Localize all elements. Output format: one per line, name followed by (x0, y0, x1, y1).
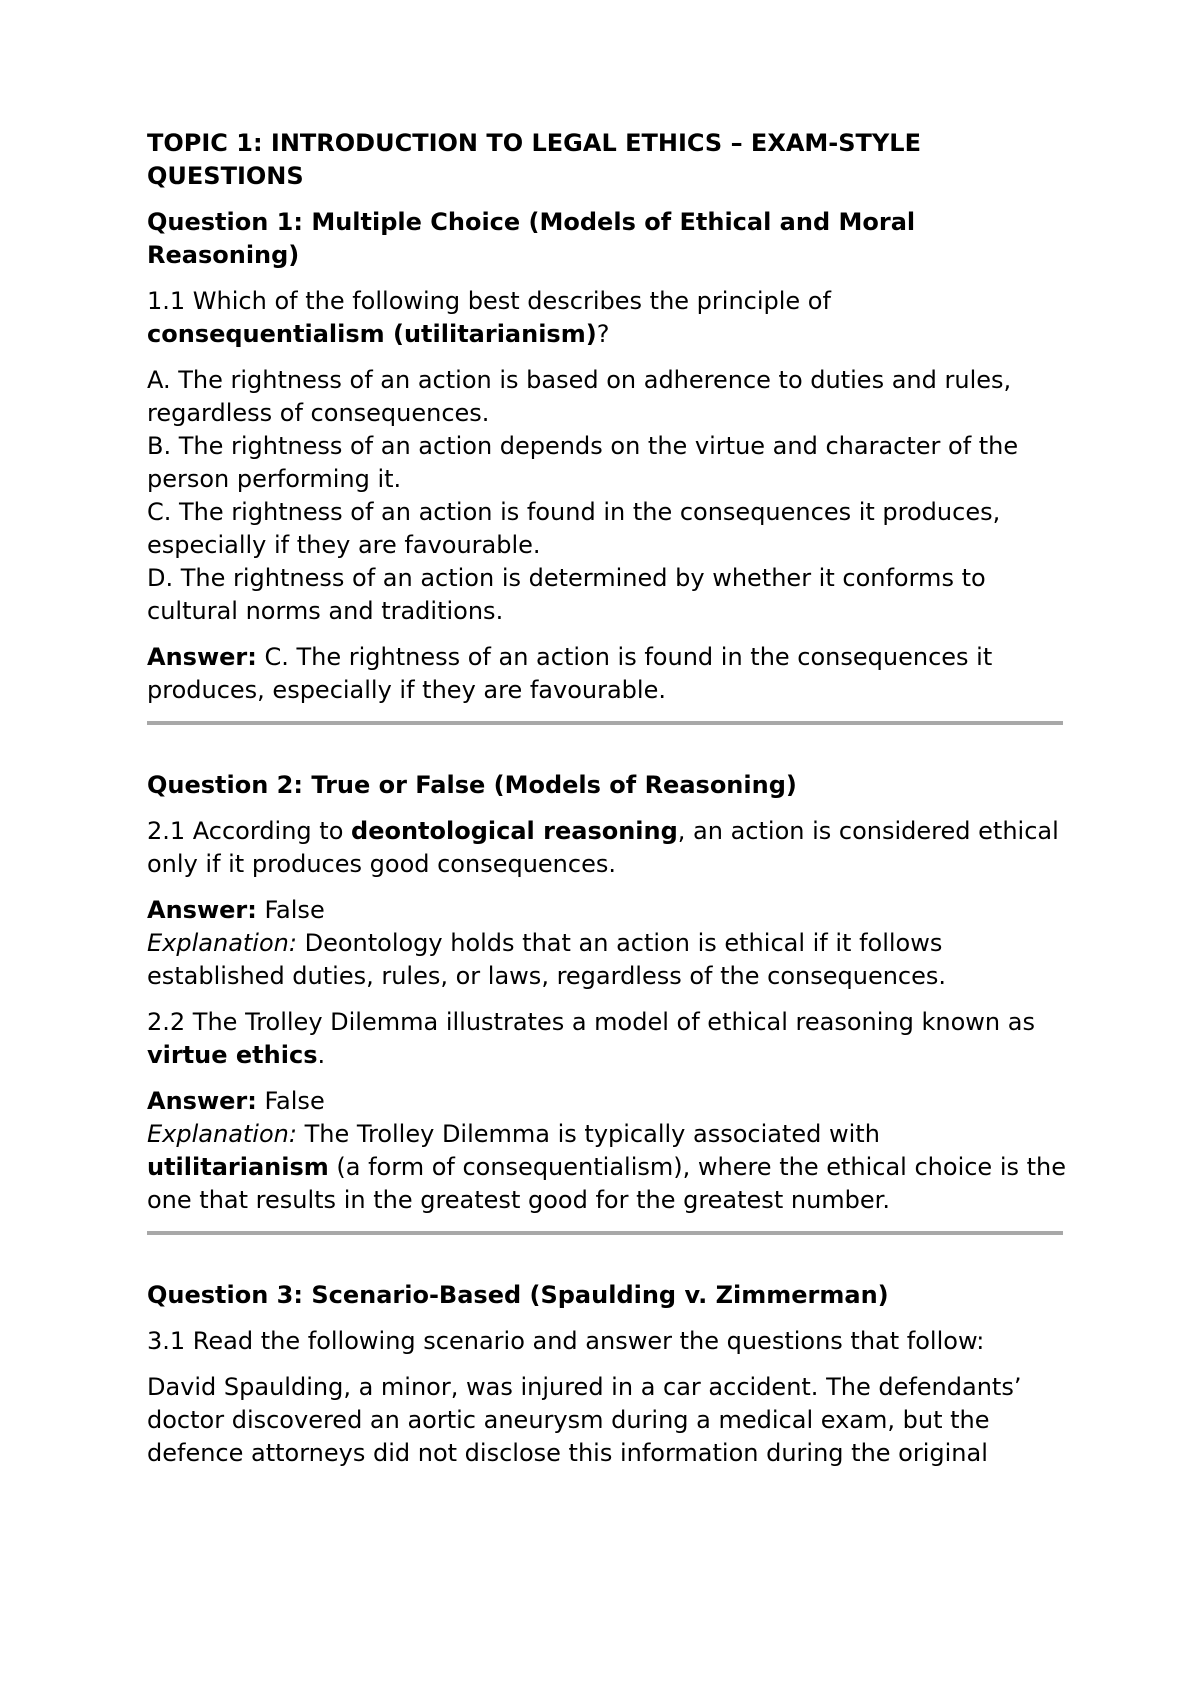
answer-2-1 (147, 894, 1067, 927)
explanation-2-1 (147, 927, 1067, 993)
statement-2-2-text: 2.2 The Trolley Dilemma illustrates a model of ethical reasoning known as (147, 1008, 1035, 1036)
question-3-prompt: 3.1 Read the following scenario and answer the questions that follow: (147, 1327, 985, 1355)
question-1-answer (147, 641, 1067, 707)
statement-2-2 (147, 1006, 1067, 1072)
option-d: D. The rightness of an action is determined by whether it conforms to cultural norms and traditions. (147, 564, 986, 625)
statement-2-1-term: deontological reasoning (351, 817, 678, 845)
statement-2-2-end: . (317, 1041, 326, 1069)
option-b: B. The rightness of an action depends on the virtue and character of the person performing it. (147, 432, 1019, 493)
explanation-text: The Trolley Dilemma is typically associated with (296, 1120, 880, 1148)
question-1-prompt-text: 1.1 Which of the following best describes the principle of (147, 287, 831, 315)
answer-label: Answer: (147, 643, 257, 671)
question-1-heading: Question 1: Multiple Choice (Models of Ethical and Moral Reasoning) (147, 208, 916, 269)
answer-label: Answer: (147, 896, 257, 924)
answer-text: False (256, 1087, 325, 1115)
answer-text: C. The rightness of an action is found in the consequences it produces, especially if they are favourable. (147, 643, 993, 704)
question-3-scenario: David Spaulding, a minor, was injured in a car accident. The defendants’ doctor discovered an aortic aneurysm during a medical exam, but the defence attorneys did not disclose this information during the original (147, 1373, 1022, 1467)
document-body (147, 127, 1067, 1470)
question-2-heading: Question 2: True or False (Models of Reasoning) (147, 771, 797, 799)
statement-2-1-end: , an action is considered ethical only if it produces good consequences. (147, 817, 1059, 878)
option-a: A. The rightness of an action is based on adherence to duties and rules, regardless of consequences. (147, 366, 1012, 427)
explanation-text-end: (a form of consequentialism), where the ethical choice is the one that results in the greatest good for the greatest number. (147, 1153, 1067, 1214)
question-1-options (147, 364, 1067, 628)
explanation-2-2 (147, 1118, 1067, 1217)
question-3-heading: Question 3: Scenario-Based (Spaulding v. Zimmerman) (147, 1281, 889, 1309)
document-title: TOPIC 1: INTRODUCTION TO LEGAL ETHICS – EXAM-STYLE QUESTIONS (147, 129, 921, 190)
section-divider (147, 721, 1063, 725)
explanation-term: utilitarianism (147, 1153, 329, 1181)
statement-2-1-text: 2.1 According to (147, 817, 352, 845)
explanation-text: Deontology holds that an action is ethical if it follows established duties, rules, or laws, regardless of the consequences. (147, 929, 947, 990)
question-1-prompt-end: ? (596, 320, 610, 348)
statement-2-1 (147, 815, 1067, 881)
explanation-label: Explanation: (147, 929, 297, 957)
option-c: C. The rightness of an action is found in the consequences it produces, especially if they are favourable. (147, 498, 1001, 559)
answer-text: False (256, 896, 325, 924)
section-divider (147, 1231, 1063, 1235)
question-1-prompt (147, 285, 1067, 351)
statement-2-2-term: virtue ethics (147, 1041, 318, 1069)
explanation-label: Explanation: (147, 1120, 297, 1148)
answer-2-2 (147, 1085, 1067, 1118)
question-1-prompt-term: consequentialism (utilitarianism) (147, 320, 597, 348)
answer-label: Answer: (147, 1087, 257, 1115)
